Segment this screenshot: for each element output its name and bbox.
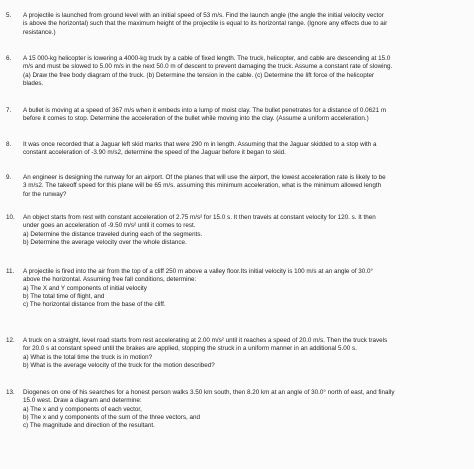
problem-subpart: a) What is the total time the truck is in motion? [23,353,153,361]
problem-line: A projectile is launched from ground level with an initial speed of 53 m/s. Find the launch angle (the angle the initial velocity vector [23,12,384,19]
problem-line: 15.0 west. Draw a diagram and determine: [23,397,142,405]
problem-number: 9. [6,174,12,181]
problem-line: A truck on a straight, level road starts from rest accelerating at 2.00 m/s² until it reaches a speed of 20.0 m/s. Then the truck travels [23,337,388,344]
problem-line: An engineer is designing the runway for an airport. Of the planes that will use the airport, the lowest acceleration rate is likely to be [23,174,386,181]
problem-line: for the runway? [23,190,67,198]
problem-text [23,337,474,370]
problem-line: constant acceleration of -3.90 m/s2, determine the speed of the Jaguar before it began to skid. [23,149,286,157]
problem-text [23,107,474,124]
problem-text [23,55,474,88]
problem-number: 10. [6,214,15,221]
problem-text [23,12,474,37]
problem-line: under goes an acceleration of -9.50 m/s² until it comes to rest. [23,222,196,230]
problem-number: 6. [6,55,12,62]
problem-line: before it comes to stop. Determine the acceleration of the bullet while moving into the clay. (Assume a uniform acceleration.) [23,115,369,123]
problem-subpart: b) The total time of flight, and [23,292,105,300]
problem-line: resistance.) [23,28,56,36]
problem-number: 8. [6,141,12,148]
problem-subpart: c) The magnitude and direction of the resultant. [23,422,155,430]
problem-subpart: b) Determine the average velocity over the whole distance. [23,238,187,246]
problem-text [23,141,474,158]
problem-number: 7. [6,107,12,114]
problem-number: 5. [6,12,12,19]
problem-subpart: b) The x and y components of the sum of the three vectors, and [23,413,200,421]
problem-subpart: a) The X and Y components of initial velocity [23,284,147,292]
problem-line: m/s and must be slowed to 5.00 m/s in the next 50.0 m of descent to prevent damaging the truck. Assume a constant rate of slowing. [23,63,393,71]
problem-line: A 15 000-kg helicopter is lowering a 4000-kg truck by a cable of fixed length. The truck, helicopter, and cable are descending at 15.0 [23,55,391,62]
problem-number: 12. [6,337,15,344]
problem-line: (a) Draw the free body diagram of the truck. (b) Determine the tension in the cable. (c) Determine the lift force of the helicopter [23,71,375,79]
problem-line: blades. [23,79,44,87]
problem-line: It was once recorded that a Jaguar left skid marks that were 290 m in length. Assuming that the Jaguar skidded to a stop with a [23,141,377,148]
problem-line: Diogenes on one of his searches for a honest person walks 3.50 km south, then 8.20 km at an angle of 30.0° north of east, and finally [23,389,395,396]
problem-number: 11. [6,268,15,275]
problem-line: A projectile is fired into the air from the top of a cliff 250 m above a valley floor.Its initial velocity is 100 m/s at an angle of 30.0° [23,268,373,275]
problem-subpart: b) What is the average velocity of the truck for the motion described? [23,361,215,369]
problem-text [23,268,474,309]
problem-line: An object starts from rest with constant acceleration of 2.75 m/s² for 15.0 s. It then travels at constant velocity for 120. s. It then [23,214,376,221]
problem-subpart: a) Determine the distance traveled during each of the segments. [23,230,203,238]
problem-line: A bullet is moving at a speed of 367 m/s when it embeds into a lump of moist clay. The bullet penetrates for a distance of 0.0621 m [23,107,387,114]
problem-number: 13. [6,389,15,396]
problem-line: 3 m/s2. The takeoff speed for this plane will be 65 m/s. assuming this minimum acceleration, what is the minimum allowed length [23,182,382,190]
problem-text [23,174,474,199]
problem-line: for 20.0 s at constant speed until the brakes are applied, stopping the struck in a uniform manner in an additional 5.00 s. [23,345,357,353]
problem-text [23,214,474,247]
problem-subpart: a) The x and y components of each vector, [23,405,142,413]
problem-line: is above the horizontal) such that the maximum height of the projectile is equal to its horizontal range. (Ignore any effects due to air [23,20,388,28]
problem-text [23,389,474,430]
problem-subpart: c) The horizontal distance from the base of the cliff. [23,301,166,309]
problem-line: above the horizontal. Assuming free fall conditions, determine: [23,276,197,284]
